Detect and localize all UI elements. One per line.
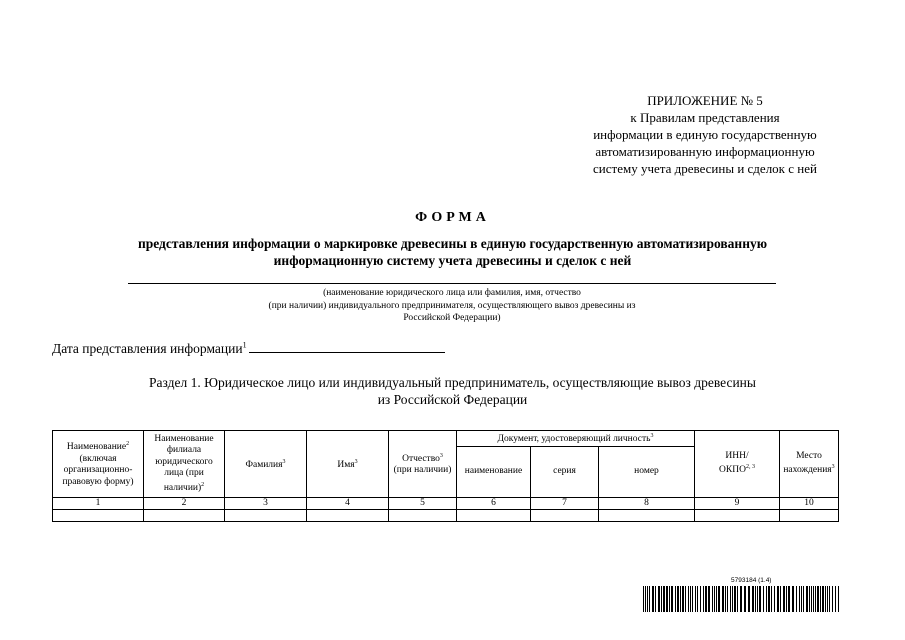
caption-line: Российской Федерации) [403,313,501,323]
section-heading [60,375,845,408]
table-cell[interactable] [695,510,780,522]
barcode-number: 5793184 (1.4) [731,577,772,584]
date-label: Дата представления информации [52,341,243,356]
header-location: Место нахождения$^3$ [780,431,839,498]
table-cell[interactable] [780,510,839,522]
header-name: Наименование$^2$ (включая организационно- правовую форму) [53,431,144,498]
header-identity-document: Документ, удостоверяющий личность$^3$ [457,431,695,447]
column-number-row [53,497,839,510]
header-patronymic: Отчество$^3$ (при наличии) [389,431,457,498]
appendix-line: к Правилам представления [630,110,780,125]
table-cell[interactable] [457,510,531,522]
form-subtitle [60,235,845,269]
column-number: 2 [144,497,225,510]
table-cell[interactable] [531,510,599,522]
table-cell[interactable] [225,510,307,522]
barcode-image [643,586,839,612]
data-table [52,430,839,522]
column-number: 4 [307,497,389,510]
column-number: 6 [457,497,531,510]
header-first-name: Имя$^3$ [307,431,389,498]
table-cell[interactable] [389,510,457,522]
appendix-line: автоматизированную информационную [595,144,815,159]
table-cell[interactable] [53,510,144,522]
table-cell[interactable] [144,510,225,522]
appendix-header [540,92,870,177]
form-subtitle-line: представления информации о маркировке древесины в единую государственную автоматизированную [137,236,768,251]
header-inn-okpo: ИНН/ ОКПО$^{2, 3}$ [695,431,780,498]
column-number: 5 [389,497,457,510]
name-fill-line[interactable] [128,283,776,284]
name-fill-caption [128,287,776,325]
footnote-mark: 1 [242,340,247,350]
date-row [52,340,445,357]
column-number: 7 [531,497,599,510]
table-cell[interactable] [599,510,695,522]
table-row[interactable] [53,510,839,522]
header-doc-series: серия [531,446,599,497]
date-fill-line[interactable] [249,340,445,353]
column-number: 3 [225,497,307,510]
appendix-line: систему учета древесины и сделок с ней [593,161,817,176]
caption-line: (наименование юридического лица или фамилия, имя, отчество [323,288,581,298]
form-subtitle-line: информационную систему учета древесины и сделок с ней [273,253,632,268]
header-doc-name: наименование [457,446,531,497]
appendix-title: ПРИЛОЖЕНИЕ № 5 [647,93,763,108]
form-title: ФОРМА [415,210,490,225]
header-doc-number: номер [599,446,695,497]
header-surname: Фамилия$^3$ [225,431,307,498]
caption-line: (при наличии) индивидуального предпринимателя, осуществляющего вывоз древесины из [268,300,636,311]
column-number: 1 [53,497,144,510]
table-cell[interactable] [307,510,389,522]
header-branch: Наименование филиала юридического лица (при наличии)$^2$ [144,431,225,498]
section-heading-line: из Российской Федерации [377,391,528,407]
column-number: 9 [695,497,780,510]
column-number: 8 [599,497,695,510]
section-heading-line: Раздел 1. Юридическое лицо или индивидуальный предприниматель, осуществляющие вывоз древесины [149,375,756,390]
appendix-line: информации в единую государственную [593,127,817,142]
column-number: 10 [780,497,839,510]
